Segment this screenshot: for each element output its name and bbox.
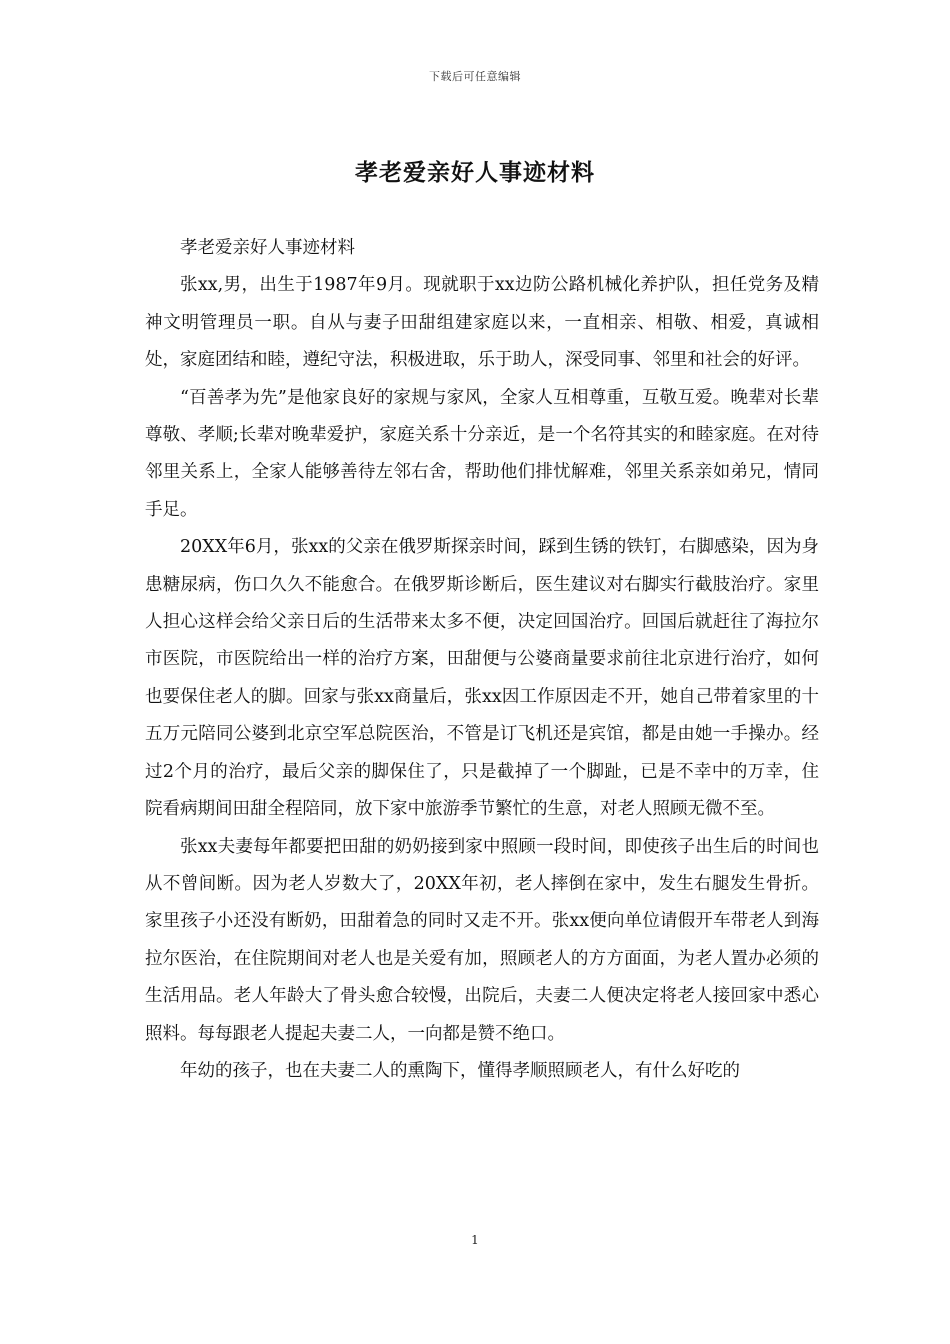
page-number: 1 xyxy=(471,1233,479,1247)
body-paragraph: 张xx夫妻每年都要把田甜的奶奶接到家中照顾一段时间，即使孩子出生后的时间也从不曾间断。因为老人岁数大了，20XX年初，老人摔倒在家中，发生右腿发生骨折。家里孩子小还没有断奶，田甜着急的同时又走不开。张xx便向单位请假开车带老人到海拉尔医治，在住院期间对老人也是关爱有加，照顾老人的方方面面，为老人置办必须的生活用品。老人年龄大了骨头愈合较慢，出院后，夫妻二人便决定将老人接回家中悉心照料。每每跟老人提起夫妻二人，一向都是赞不绝口。 xyxy=(145,836,819,1044)
body-paragraph: 20XX年6月，张xx的父亲在俄罗斯探亲时间，踩到生锈的铁钉，右脚感染，因为身患糖尿病，伤口久久不能愈合。在俄罗斯诊断后，医生建议对右脚实行截肢治疗。家里人担心这样会给父亲日后的生活带来太多不便，决定回国治疗。回国后就赶往了海拉尔市医院，市医院给出一样的治疗方案，田甜便与公婆商量要求前往北京进行治疗，如何也要保住老人的脚。回家与张xx商量后，张xx因工作原因走不开，她自己带着家里的十五万元陪同公婆到北京空军总院医治，不管是订飞机还是宾馆，都是由她一手操办。经过2个月的治疗，最后父亲的脚保住了，只是截掉了一个脚趾，已是不幸中的万幸，住院看病期间田甜全程陪同，放下家中旅游季节繁忙的生意，对老人照顾无微不至。 xyxy=(145,537,819,820)
header-note: 下载后可任意编辑 xyxy=(429,70,521,83)
body-paragraph: 年幼的孩子，也在夫妻二人的熏陶下，懂得孝顺照顾老人，有什么好吃的 xyxy=(180,1060,740,1081)
body-paragraph: 张xx,男，出生于1987年9月。现就职于xx边防公路机械化养护队，担任党务及精神文明管理员一职。自从与妻子田甜组建家庭以来，一直相亲、相敬、相爱，真诚相处，家庭团结和睦，遵纪守法，积极进取，乐于助人，深受同事、邻里和社会的好评。 xyxy=(145,275,819,371)
document-body xyxy=(145,230,819,1090)
body-paragraph: 孝老爱亲好人事迹材料 xyxy=(180,238,355,258)
document-title: 孝老爱亲好人事迹材料 xyxy=(355,159,595,186)
body-paragraph: “百善孝为先”是他家良好的家规与家风，全家人互相尊重，互敬互爱。晚辈对长辈尊敬、孝顺;长辈对晚辈爱护，家庭关系十分亲近，是一个名符其实的和睦家庭。在对待邻里关系上，全家人能够善待左邻右舍，帮助他们排忧解难，邻里关系亲如弟兄，情同手足。 xyxy=(145,387,819,520)
